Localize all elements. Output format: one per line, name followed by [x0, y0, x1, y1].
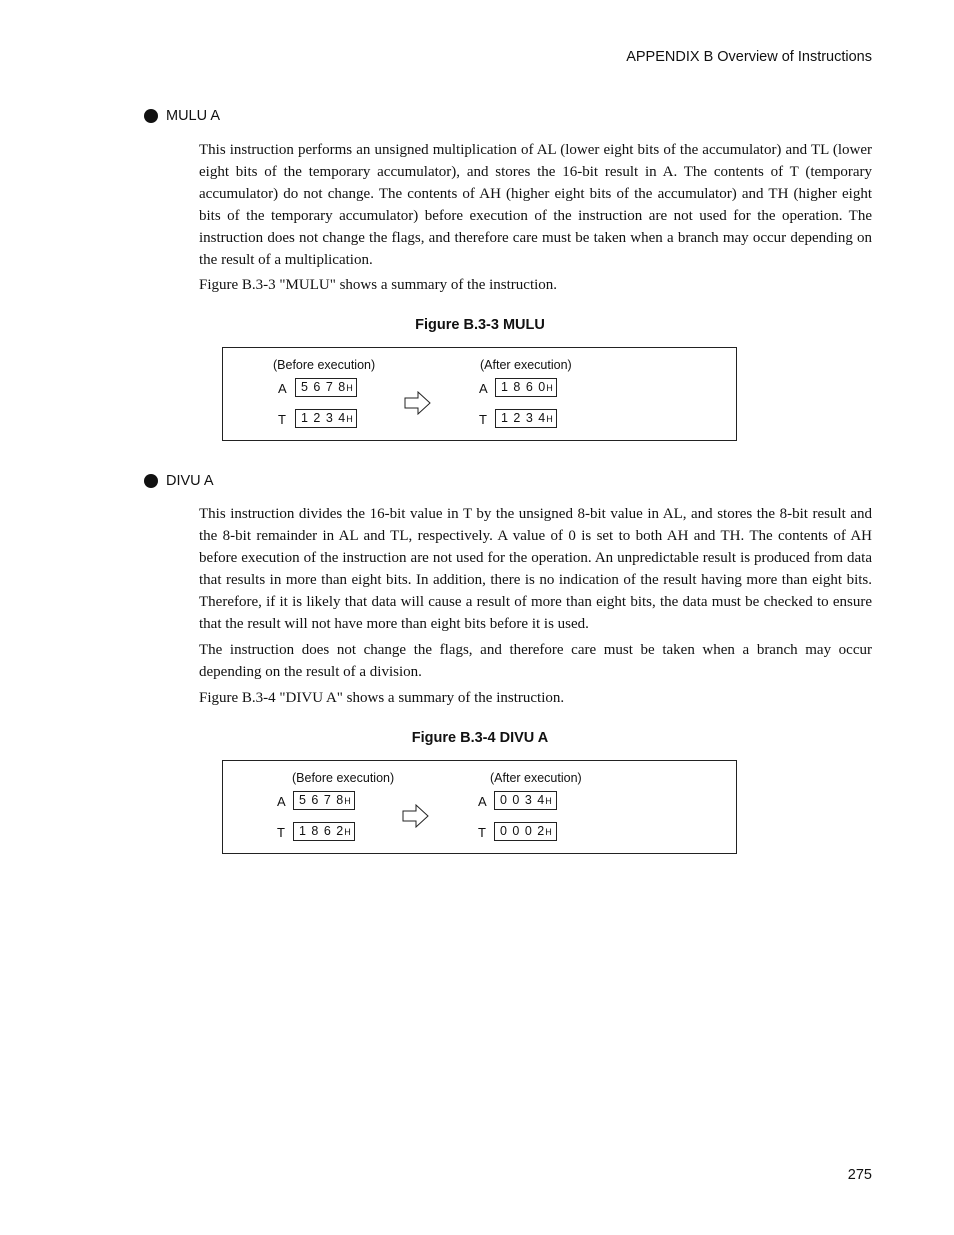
mulu-description: This instruction performs an unsigned multiplication of AL (lower eight bits of the accumulator) and TL (lower eight bits of the temporary accumulator), and stores the 16-bit result in A. The contents of T (temporary accumulator) do not change. The contents of AH (higher eight bits of the accumulator) and TH (higher eight bits of the temporary accumulator) before execution of the instruction are not used for the operation. The instruction does not change the flags, and therefore care must be taken when a branch may occur depending on the result of a multiplication. — [199, 142, 872, 268]
before-execution-label: (Before execution) — [273, 358, 376, 372]
section-heading-text: DIVU A — [166, 473, 214, 489]
arrow-right-icon — [404, 391, 432, 415]
before-a-value: 5 6 7 8H — [295, 378, 357, 397]
figure-caption-mulu: Figure B.3-3 MULU — [415, 317, 545, 333]
after-execution-label: (After execution) — [490, 771, 582, 785]
bullet-icon — [144, 109, 158, 123]
register-a-label: A — [478, 794, 487, 809]
figure-divu — [222, 760, 737, 854]
before-t-value: 1 2 3 4H — [295, 409, 357, 428]
register-a-label: A — [278, 381, 287, 396]
register-t-label: T — [277, 825, 285, 840]
arrow-right-icon — [402, 804, 430, 828]
after-t-value: 1 2 3 4H — [495, 409, 557, 428]
register-a-label: A — [479, 381, 488, 396]
divu-flags-note: The instruction does not change the flags, and therefore care must be taken when a branch may occur depending on the result of a division. — [199, 642, 872, 680]
after-t-value: 0 0 0 2H — [494, 822, 557, 841]
divu-description: This instruction divides the 16-bit value in T by the unsigned 8-bit value in AL, and stores the 8-bit result and the 8-bit remainder in AL and TL, respectively. A value of 0 is set to both AH and TH. The contents of AH before execution of the instruction are not used for the operation. An unpredictable result is produced from data that results in more than eight bits. In addition, there is no indication of the result having more than eight bits. Therefore, if it is likely that data will cause a result of more than eight bits, the data must be checked to ensure that the result will not have more than eight bits before it is used. — [199, 506, 872, 632]
register-t-label: T — [278, 412, 286, 427]
register-t-label: T — [478, 825, 486, 840]
before-a-value: 5 6 7 8H — [293, 791, 355, 810]
after-execution-label: (After execution) — [480, 358, 572, 372]
bullet-icon — [144, 474, 158, 488]
page-number: 275 — [847, 1167, 872, 1183]
before-t-value: 1 8 6 2H — [293, 822, 355, 841]
figure-mulu — [222, 347, 737, 441]
section-heading-divu — [144, 473, 214, 489]
before-execution-label: (Before execution) — [292, 771, 395, 785]
register-a-label: A — [277, 794, 286, 809]
figure-caption-divu: Figure B.3-4 DIVU A — [411, 730, 549, 746]
section-heading-text: MULU A — [166, 108, 220, 124]
divu-figure-reference: Figure B.3-4 "DIVU A" shows a summary of the instruction. — [199, 690, 565, 706]
mulu-figure-reference: Figure B.3-3 "MULU" shows a summary of the instruction. — [199, 277, 558, 293]
register-t-label: T — [479, 412, 487, 427]
after-a-value: 1 8 6 0H — [495, 378, 557, 397]
section-heading-mulu — [144, 108, 220, 124]
page-header: APPENDIX B Overview of Instructions — [626, 49, 872, 65]
after-a-value: 0 0 3 4H — [494, 791, 557, 810]
